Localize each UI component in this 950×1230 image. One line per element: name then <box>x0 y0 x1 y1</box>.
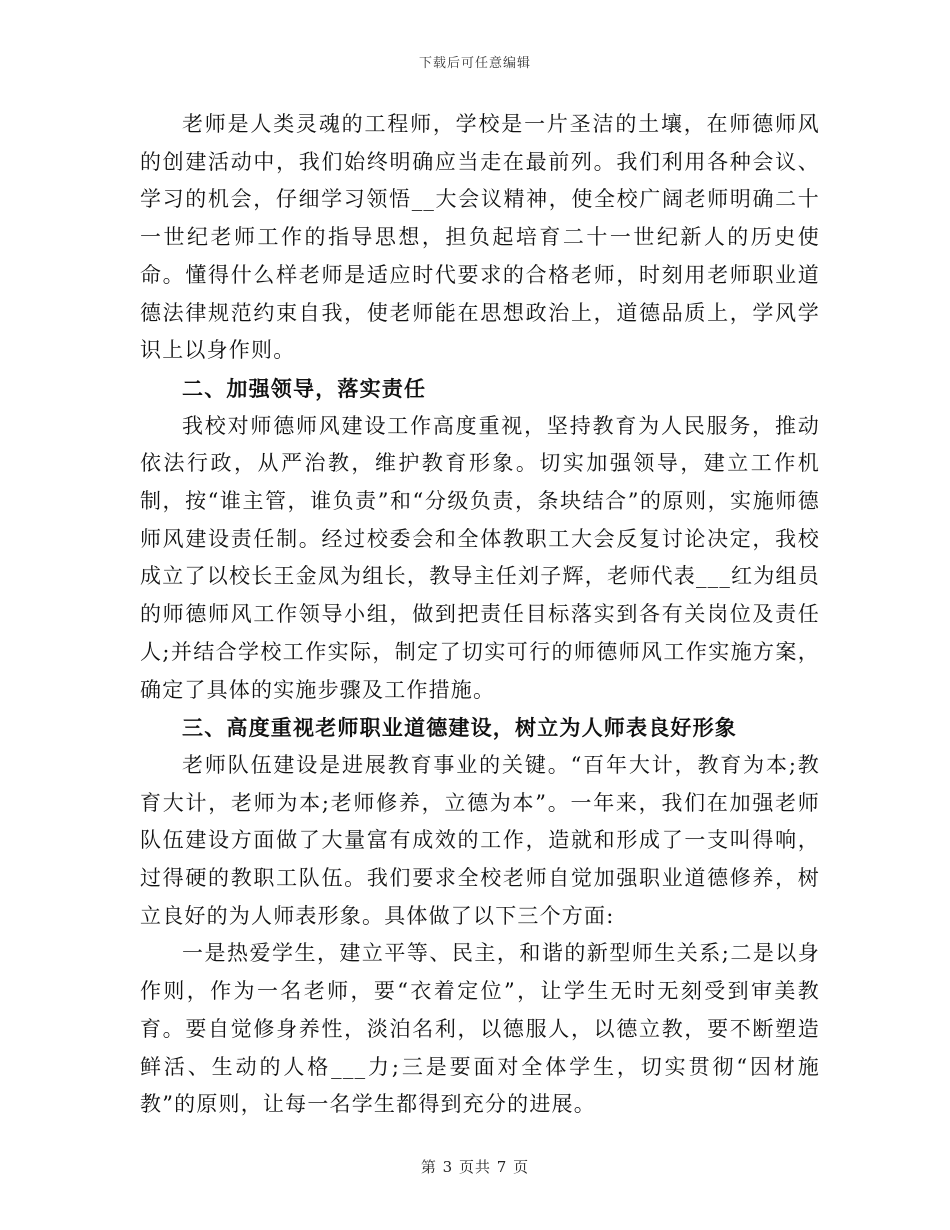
page-footer: 第 3 页共 7 页 <box>420 1158 530 1176</box>
paragraph-leadership: 我校对师德师风建设工作高度重视，坚持教育为人民服务，推动依法行政，从严治教，维护教育形象。切实加强领导，建立工作机制，按“谁主管，谁负责”和“分级负责，条块结合”的原则，实施师德师风建设责任制。经过校委会和全体教职工大会反复讨论决定，我校成立了以校长王金凤为组长，教导主任刘子辉，老师代表___红为组员的师德师风工作领导小组，做到把责任目标落实到各有关岗位及责任人;并结合学校工作实际，制定了切实可行的师德师风工作实施方案，确定了具体的实施步骤及工作措施。 <box>140 413 820 702</box>
paragraph-three-aspects: 一是热爱学生，建立平等、民主，和谐的新型师生关系;二是以身作则，作为一名老师，要“衣着定位”，让学生无时无刻受到审美教育。要自觉修身养性，淡泊名利，以德服人，以德立教，要不断塑造鲜活、生动的人格___力;三是要面对全体学生，切实贯彻“因材施教”的原则，让每一名学生都得到充分的进展。 <box>140 941 820 1117</box>
document-body <box>140 106 820 1124</box>
section-heading-3: 三、高度重视老师职业道德建设，树立为人师表良好形象 <box>182 715 737 741</box>
paragraph-team-building: 老师队伍建设是进展教育事业的关键。“百年大计，教育为本;教育大计，老师为本;老师修养，立德为本”。一年来，我们在加强老师队伍建设方面做了大量富有成效的工作，造就和形成了一支叫得响，过得硬的教职工队伍。我们要求全校老师自觉加强职业道德修养，树立良好的为人师表形象。具体做了以下三个方面: <box>140 752 820 928</box>
section-heading-2: 二、加强领导，落实责任 <box>182 375 427 401</box>
page-header: 下载后可任意编辑 <box>418 56 531 71</box>
paragraph-intro: 老师是人类灵魂的工程师，学校是一片圣洁的土壤，在师德师风的创建活动中，我们始终明确应当走在最前列。我们利用各种会议、学习的机会，仔细学习领悟__大会议精神，使全校广阔老师明确二十一世纪老师工作的指导思想，担负起培育二十一世纪新人的历史使命。懂得什么样老师是适应时代要求的合格老师，时刻用老师职业道德法律规范约束自我，使老师能在思想政治上，道德品质上，学风学识上以身作则。 <box>140 112 820 363</box>
